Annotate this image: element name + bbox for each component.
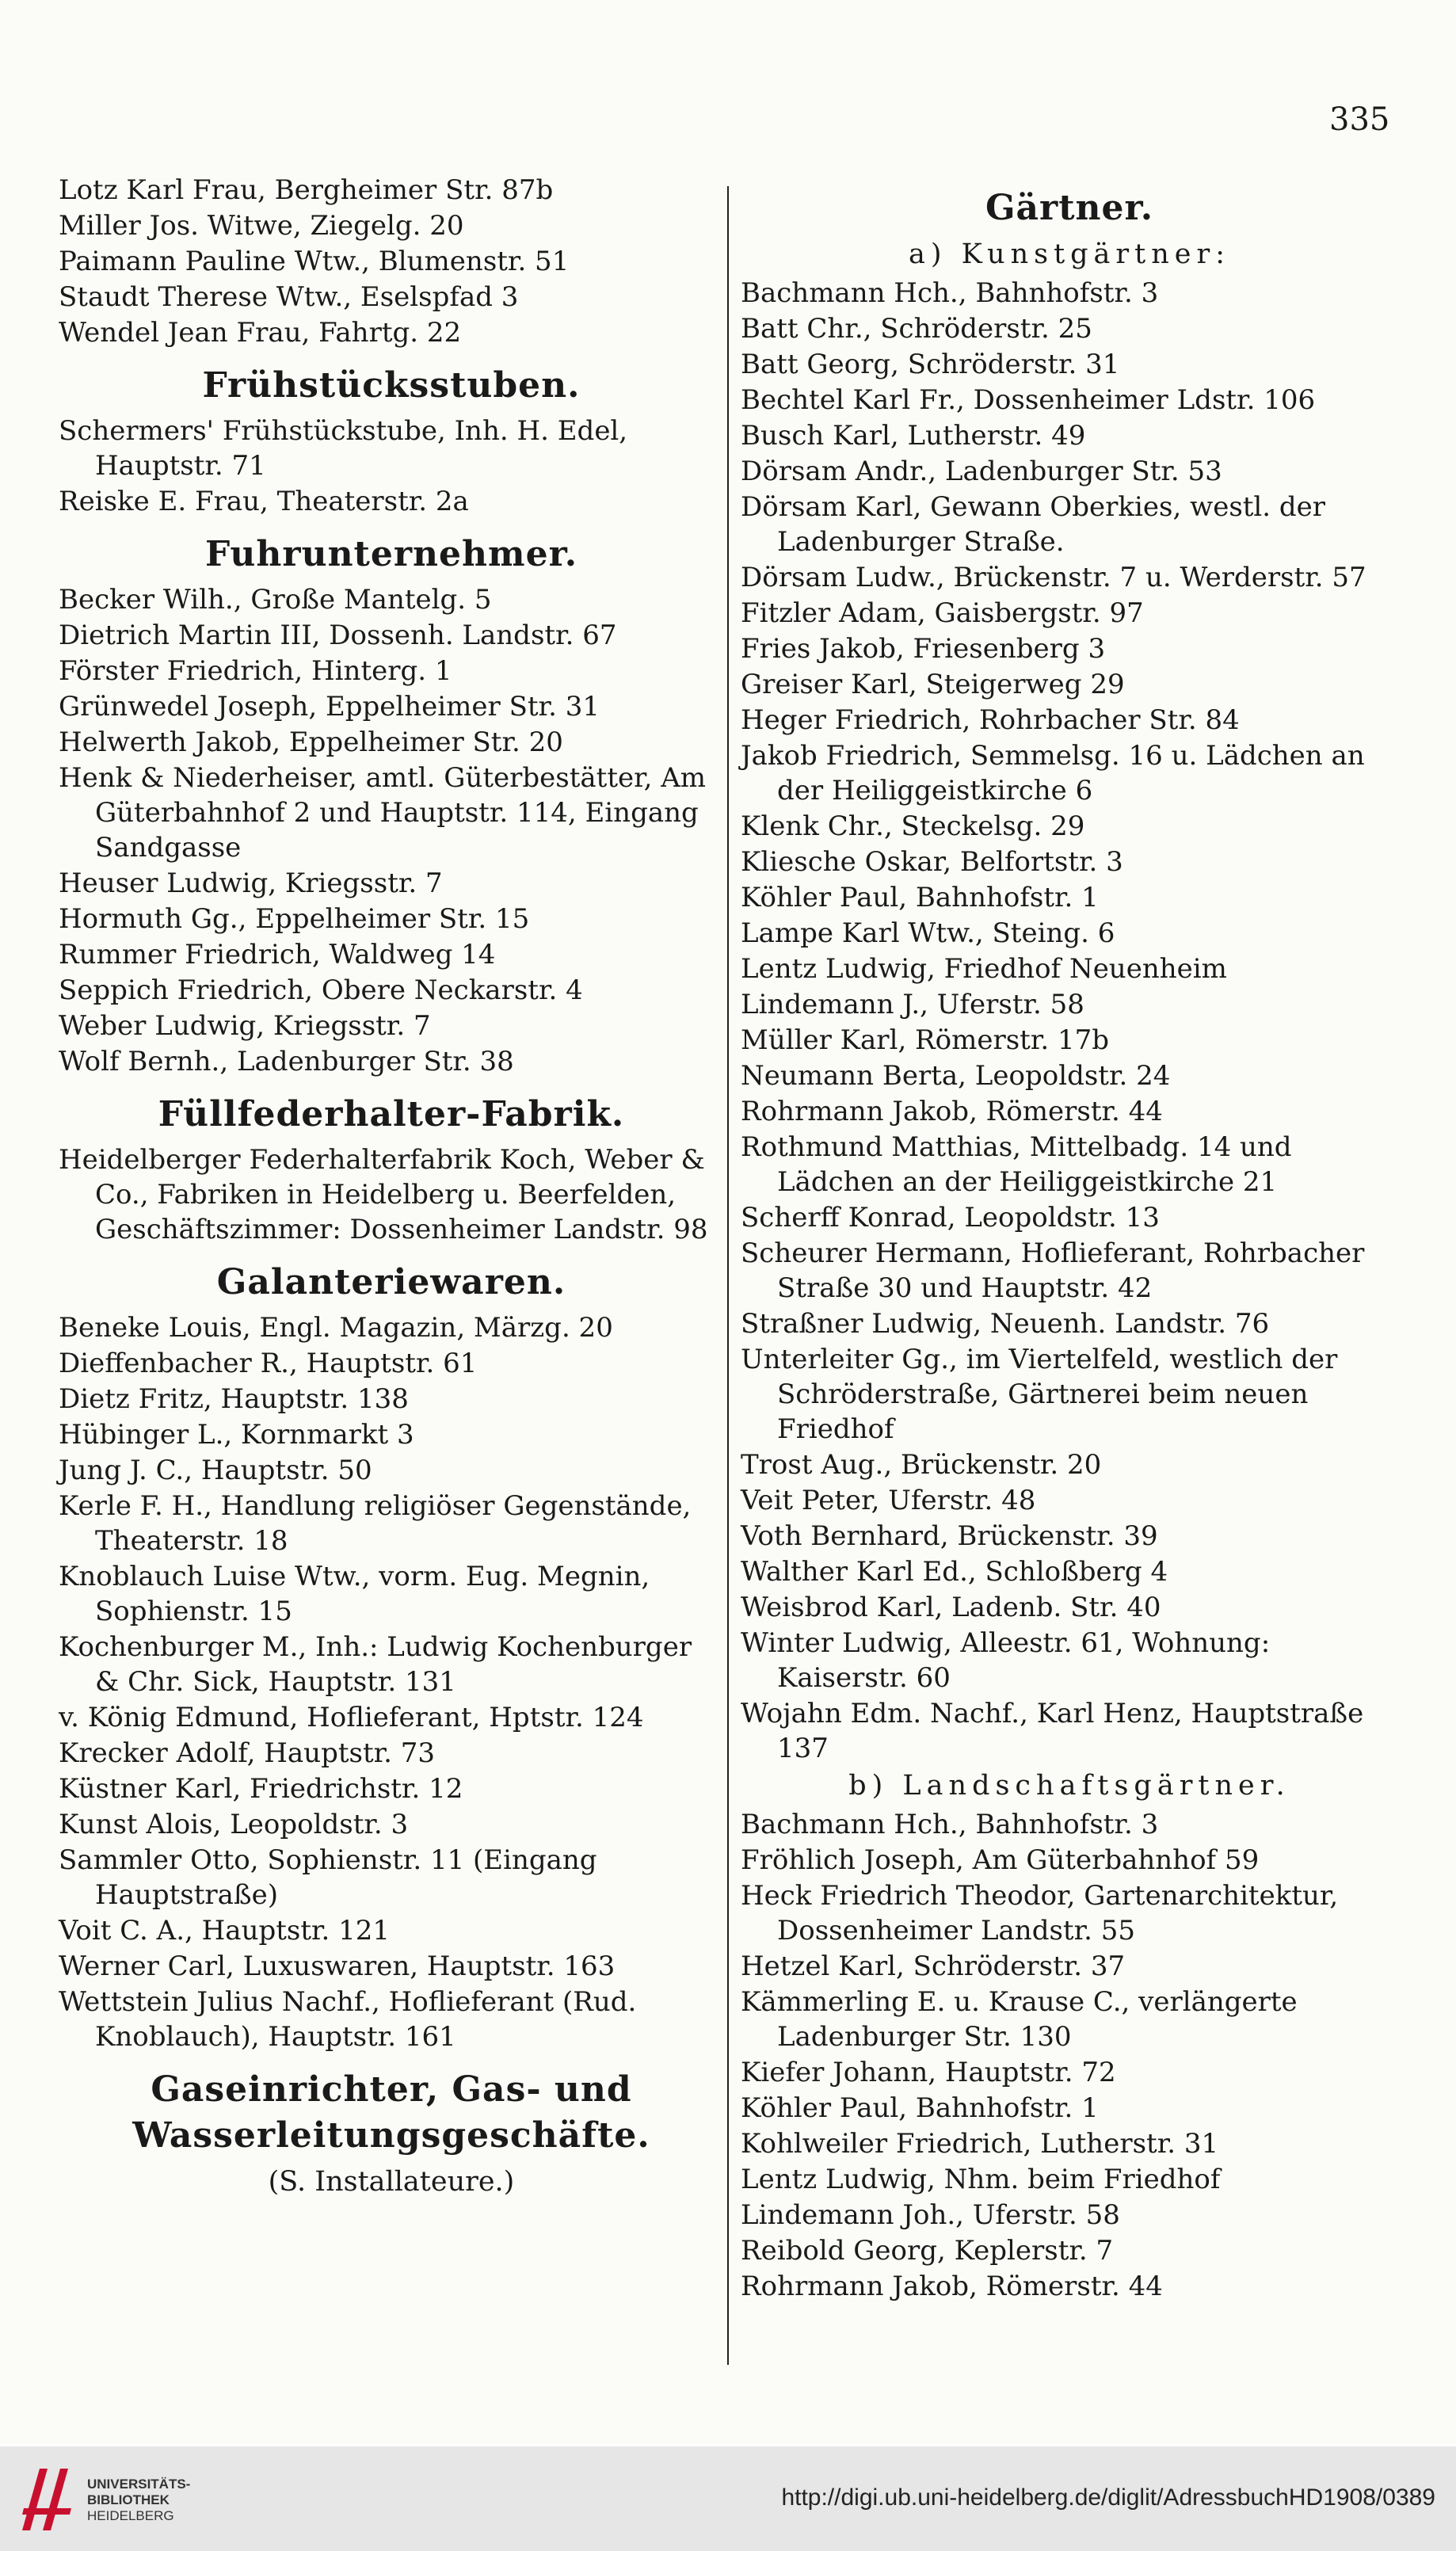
directory-entry: Krecker Adolf, Hauptstr. 73	[59, 1737, 436, 1769]
column-divider	[727, 186, 729, 2365]
directory-entry: Weber Ludwig, Kriegsstr. 7	[59, 1010, 431, 1042]
directory-entry: Beneke Louis, Engl. Magazin, Märzg. 20	[59, 1312, 613, 1344]
directory-entry: Veit Peter, Uferstr. 48	[741, 1485, 1036, 1516]
directory-entry: v. König Edmund, Hoflieferant, Hptstr. 124	[59, 1702, 644, 1733]
section-heading: Gaseinrichter, Gas- und Wasserleitungsgeschäfte.	[132, 2069, 650, 2156]
directory-entry: Winter Ludwig, Alleestr. 61, Wohnung: Kaiserstr. 60	[741, 1627, 1271, 1694]
footer-bar	[0, 2446, 1456, 2551]
directory-entry: Trost Aug., Brückenstr. 20	[741, 1449, 1102, 1481]
directory-entry: Reiske E. Frau, Theaterstr. 2a	[59, 486, 469, 517]
directory-entry: Fitzler Adam, Gaisbergstr. 97	[741, 597, 1144, 629]
directory-entry: Müller Karl, Römerstr. 17b	[741, 1024, 1110, 1056]
directory-entry: Heidelberger Federhalterfabrik Koch, Weber & Co., Fabriken in Heidelberg u. Beerfelden, Geschäftszimmer: Dossenheimer Landstr. 98	[59, 1144, 708, 1245]
directory-entry: Bechtel Karl Fr., Dossenheimer Ldstr. 106	[741, 384, 1316, 416]
directory-entry: Heuser Ludwig, Kriegsstr. 7	[59, 867, 443, 899]
directory-entry: Becker Wilh., Große Mantelg. 5	[59, 584, 492, 616]
directory-entry: Wendel Jean Frau, Fahrtg. 22	[59, 317, 462, 349]
directory-entry: Bachmann Hch., Bahnhofstr. 3	[741, 1809, 1159, 1840]
directory-entry: Scheurer Hermann, Hoflieferant, Rohrbacher Straße 30 und Hauptstr. 42	[741, 1237, 1365, 1304]
directory-entry: Seppich Friedrich, Obere Neckarstr. 4	[59, 974, 583, 1006]
directory-entry: Staudt Therese Wtw., Eselspfad 3	[59, 281, 519, 313]
directory-entry: Kerle F. H., Handlung religiöser Gegenstände, Theaterstr. 18	[59, 1490, 692, 1557]
directory-entry: Rummer Friedrich, Waldweg 14	[59, 939, 496, 970]
directory-entry: Hormuth Gg., Eppelheimer Str. 15	[59, 903, 530, 935]
institution-name: UNIVERSITÄTS- BIBLIOTHEK HEIDELBERG	[87, 2477, 191, 2523]
directory-entry: Kliesche Oskar, Belfortstr. 3	[741, 846, 1123, 878]
directory-entry: Schermers' Frühstückstube, Inh. H. Edel, Hauptstr. 71	[59, 415, 628, 482]
directory-entry: Sammler Otto, Sophienstr. 11 (Eingang Hauptstraße)	[59, 1844, 597, 1911]
directory-entry: Lindemann Joh., Uferstr. 58	[741, 2199, 1120, 2231]
source-url[interactable]: http://digi.ub.uni-heidelberg.de/diglit/AdressbuchHD1908/0389	[781, 2484, 1435, 2511]
section-subheading: a) Kunstgärtner:	[909, 238, 1230, 270]
directory-entry: Miller Jos. Witwe, Ziegelg. 20	[59, 210, 464, 242]
directory-entry: Lentz Ludwig, Friedhof Neuenheim	[741, 953, 1227, 985]
directory-entry: Kiefer Johann, Hauptstr. 72	[741, 2057, 1116, 2088]
directory-entry: Hübinger L., Kornmarkt 3	[59, 1419, 414, 1451]
directory-entry: Fröhlich Joseph, Am Güterbahnhof 59	[741, 1844, 1260, 1876]
directory-entry: Lentz Ludwig, Nhm. beim Friedhof	[741, 2164, 1221, 2195]
directory-entry: Rothmund Matthias, Mittelbadg. 14 und Lädchen an der Heiliggeistkirche 21	[741, 1131, 1292, 1198]
directory-entry: Reibold Georg, Keplerstr. 7	[741, 2235, 1114, 2267]
directory-entry: Dietz Fritz, Hauptstr. 138	[59, 1383, 409, 1415]
directory-entry: Dörsam Andr., Ladenburger Str. 53	[741, 456, 1222, 487]
directory-entry: Paimann Pauline Wtw., Blumenstr. 51	[59, 246, 570, 277]
section-heading: Fuhrunternehmer.	[204, 534, 578, 574]
directory-entry: Lindemann J., Uferstr. 58	[741, 989, 1084, 1020]
directory-entry: Batt Georg, Schröderstr. 31	[741, 349, 1120, 380]
page-number: 335	[1329, 101, 1390, 138]
directory-entry: Batt Chr., Schröderstr. 25	[741, 313, 1092, 345]
directory-entry: Klenk Chr., Steckelsg. 29	[741, 810, 1085, 842]
directory-entry: Dietrich Martin III, Dossenh. Landstr. 67	[59, 620, 617, 651]
directory-entry: Kochenburger M., Inh.: Ludwig Kochenburger & Chr. Sick, Hauptstr. 131	[59, 1631, 692, 1698]
section-heading: Füllfederhalter-Fabrik.	[158, 1094, 625, 1134]
directory-entry: Neumann Berta, Leopoldstr. 24	[741, 1060, 1171, 1092]
directory-entry: Dörsam Ludw., Brückenstr. 7 u. Werderstr. 57	[741, 562, 1366, 593]
directory-entry: Lotz Karl Frau, Bergheimer Str. 87b	[59, 174, 554, 206]
directory-entry: Lampe Karl Wtw., Steing. 6	[741, 917, 1115, 949]
directory-entry: Dörsam Karl, Gewann Oberkies, westl. der Ladenburger Straße.	[741, 491, 1326, 558]
directory-entry: Heck Friedrich Theodor, Gartenarchitektur, Dossenheimer Landstr. 55	[741, 1880, 1339, 1947]
directory-entry: Busch Karl, Lutherstr. 49	[741, 420, 1086, 452]
directory-entry: Jung J. C., Hauptstr. 50	[59, 1455, 372, 1486]
directory-entry: Förster Friedrich, Hinterg. 1	[59, 655, 452, 687]
directory-entry: Voit C. A., Hauptstr. 121	[59, 1915, 391, 1947]
directory-entry: Werner Carl, Luxuswaren, Hauptstr. 163	[59, 1950, 616, 1982]
directory-entry: Wojahn Edm. Nachf., Karl Henz, Hauptstraße 137	[741, 1698, 1364, 1764]
section-heading: Gärtner.	[985, 188, 1154, 228]
directory-entry: Greiser Karl, Steigerweg 29	[741, 669, 1125, 700]
directory-entry: Wettstein Julius Nachf., Hoflieferant (Rud. Knoblauch), Hauptstr. 161	[59, 1986, 637, 2053]
directory-entry: Kämmerling E. u. Krause C., verlängerte Ladenburger Str. 130	[741, 1986, 1298, 2053]
directory-entry: Straßner Ludwig, Neuenh. Landstr. 76	[741, 1308, 1270, 1340]
directory-entry: Weisbrod Karl, Ladenb. Str. 40	[741, 1592, 1161, 1623]
directory-entry: Dieffenbacher R., Hauptstr. 61	[59, 1348, 478, 1379]
directory-entry: Hetzel Karl, Schröderstr. 37	[741, 1950, 1126, 1982]
section-subheading: b) Landschaftsgärtner.	[848, 1770, 1290, 1802]
directory-entry: Köhler Paul, Bahnhofstr. 1	[741, 2092, 1099, 2124]
directory-entry: Helwerth Jakob, Eppelheimer Str. 20	[59, 726, 563, 758]
directory-entry: Kohlweiler Friedrich, Lutherstr. 31	[741, 2128, 1219, 2160]
directory-entry: Jakob Friedrich, Semmelsg. 16 u. Lädchen an der Heiliggeistkirche 6	[741, 740, 1365, 806]
left-column	[59, 173, 724, 2200]
directory-entry: Knoblauch Luise Wtw., vorm. Eug. Megnin, Sophienstr. 15	[59, 1561, 650, 1627]
section-heading: Galanteriewaren.	[216, 1262, 566, 1302]
right-column	[741, 173, 1398, 2305]
directory-entry: Köhler Paul, Bahnhofstr. 1	[741, 882, 1099, 913]
directory-entry: Kunst Alois, Leopoldstr. 3	[59, 1809, 409, 1840]
directory-entry: Küstner Karl, Friedrichstr. 12	[59, 1773, 463, 1805]
directory-entry: Heger Friedrich, Rohrbacher Str. 84	[741, 704, 1240, 736]
directory-entry: Bachmann Hch., Bahnhofstr. 3	[741, 277, 1159, 309]
section-heading: Frühstücksstuben.	[202, 365, 581, 406]
section-note: (S. Installateure.)	[268, 2166, 515, 2198]
directory-entry: Rohrmann Jakob, Römerstr. 44	[741, 1096, 1163, 1127]
directory-entry: Unterleiter Gg., im Viertelfeld, westlich der Schröderstraße, Gärtnerei beim neuen Friedhof	[741, 1344, 1338, 1445]
directory-entry: Henk & Niederheiser, amtl. Güterbestätter, Am Güterbahnhof 2 und Hauptstr. 114, Eingang Sandgasse	[59, 762, 707, 864]
directory-entry: Walther Karl Ed., Schloßberg 4	[741, 1556, 1168, 1588]
directory-entry: Voth Bernhard, Brückenstr. 39	[741, 1520, 1158, 1552]
directory-entry: Scherff Konrad, Leopoldstr. 13	[741, 1202, 1160, 1234]
university-library-logo-icon	[16, 2461, 84, 2537]
directory-entry: Fries Jakob, Friesenberg 3	[741, 633, 1106, 665]
directory-entry: Rohrmann Jakob, Römerstr. 44	[741, 2271, 1163, 2302]
directory-entry: Wolf Bernh., Ladenburger Str. 38	[59, 1046, 514, 1077]
directory-entry: Grünwedel Joseph, Eppelheimer Str. 31	[59, 691, 600, 723]
